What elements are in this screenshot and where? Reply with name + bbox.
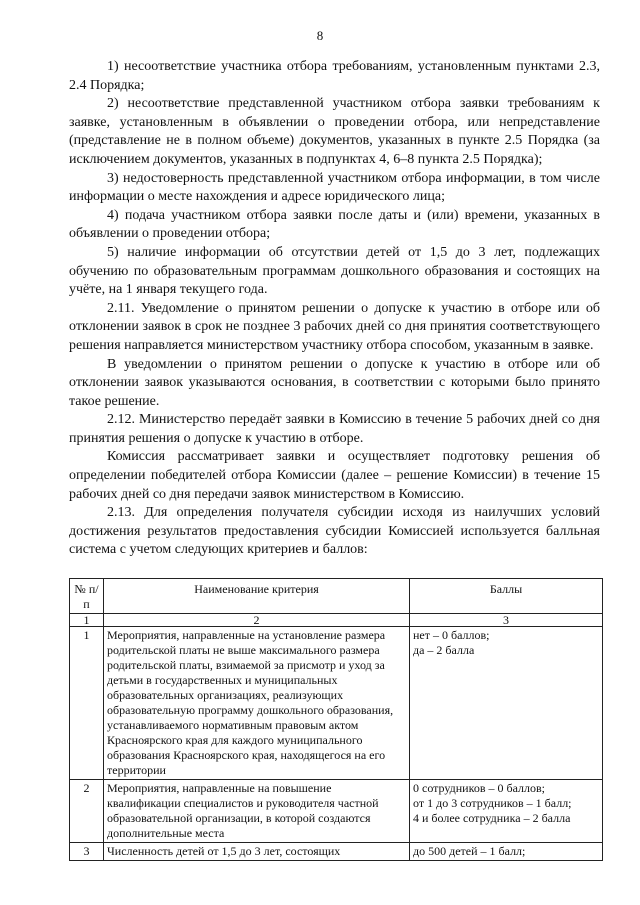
paragraph-6: 2.11. Уведомление о принятом решении о допуске к участию в отборе или об отклонении заявок в срок не позднее 3 рабочих дней со дня принятия соответствующего решения направляется министерством участнику отбора способом, указанным в заявке. [69,300,600,353]
points-text: до 500 детей – 1 балл; [410,843,603,861]
column-number: 2 [104,614,410,627]
table-row [70,627,603,780]
paragraph-10: 2.13. Для определения получателя субсидии исходя из наилучших условий достижения результатов предоставления субсидии Комиссией используется балльная система с учетом следующих критериев и баллов: [69,505,600,558]
paragraph-5: 5) наличие информации об отсутствии детей от 1,5 до 3 лет, подлежащих обучению по образовательным программам дошкольного образования и состоящих на учёте, на 1 января текущего года. [69,244,600,298]
document-body [69,58,600,560]
row-number: 2 [70,780,104,843]
header-number: № п/п [70,579,104,614]
page-number: 8 [316,28,324,43]
paragraph-2: 2) несоответствие представленной участником отбора заявки требованиям к заявке, установленным в объявлении о проведении отбора, или непредставление (представление не в полном объеме) документов, указанных в пункте 2.5 Порядка (за исключением документов, указанных в подпунктах 4, 6–8 пункта 2.5 Порядка); [69,96,600,167]
paragraph-4: 4) подача участником отбора заявки после даты и (или) времени, указанных в объявлении о проведении отбора; [69,207,600,242]
row-number: 1 [70,627,104,780]
paragraph-9: Комиссия рассматривает заявки и осуществляет подготовку решения об определении победителей отбора Комиссии (далее – решение Комиссии) в течение 15 рабочих дней со дня передачи заявок министерством в Комиссию. [69,449,600,502]
table-row [70,843,603,861]
table-header-row [70,579,603,614]
paragraph-3: 3) недостоверность представленной участником отбора информации, в том числе информации о месте нахождения и адресе юридического лица; [69,170,600,205]
column-number: 3 [410,614,603,627]
column-number-row [70,614,603,627]
criterion-text: Мероприятия, направленные на повышение квалификации специалистов и руководителя частной образовательной организации, в которой создаются дополнительные места [104,780,410,843]
criterion-text: Численность детей от 1,5 до 3 лет, состоящих [104,843,410,861]
points-text: 0 сотрудников – 0 баллов; от 1 до 3 сотрудников – 1 балл; 4 и более сотрудника – 2 балла [410,780,603,843]
table-row [70,780,603,843]
criterion-text: Мероприятия, направленные на установление размера родительской платы не выше максимального размера родительской платы, взимаемой за присмотр и уход за детьми в государственных и муниципальных образовательных организациях, реализующих образовательную программу дошкольного образования, устанавливаемого нормативным правовым актом Красноярского края для каждого муниципального образования Красноярского края, находящегося на его территории [104,627,410,780]
header-criterion: Наименование критерия [104,579,410,614]
criteria-table [69,578,603,861]
row-number: 3 [70,843,104,861]
paragraph-8: 2.12. Министерство передаёт заявки в Комиссию в течение 5 рабочих дней со дня принятия решения о допуске к участию в отборе. [69,412,600,446]
points-text: нет – 0 баллов; да – 2 балла [410,627,603,780]
paragraph-7: В уведомлении о принятом решении о допуске к участию в отборе или об отклонении заявок указываются основания, в соответствии с которыми было принято такое решение. [69,356,600,409]
column-number: 1 [70,614,104,627]
paragraph-1: 1) несоответствие участника отбора требованиям, установленным пунктами 2.3, 2.4 Порядка; [69,59,600,93]
header-points: Баллы [410,579,603,614]
